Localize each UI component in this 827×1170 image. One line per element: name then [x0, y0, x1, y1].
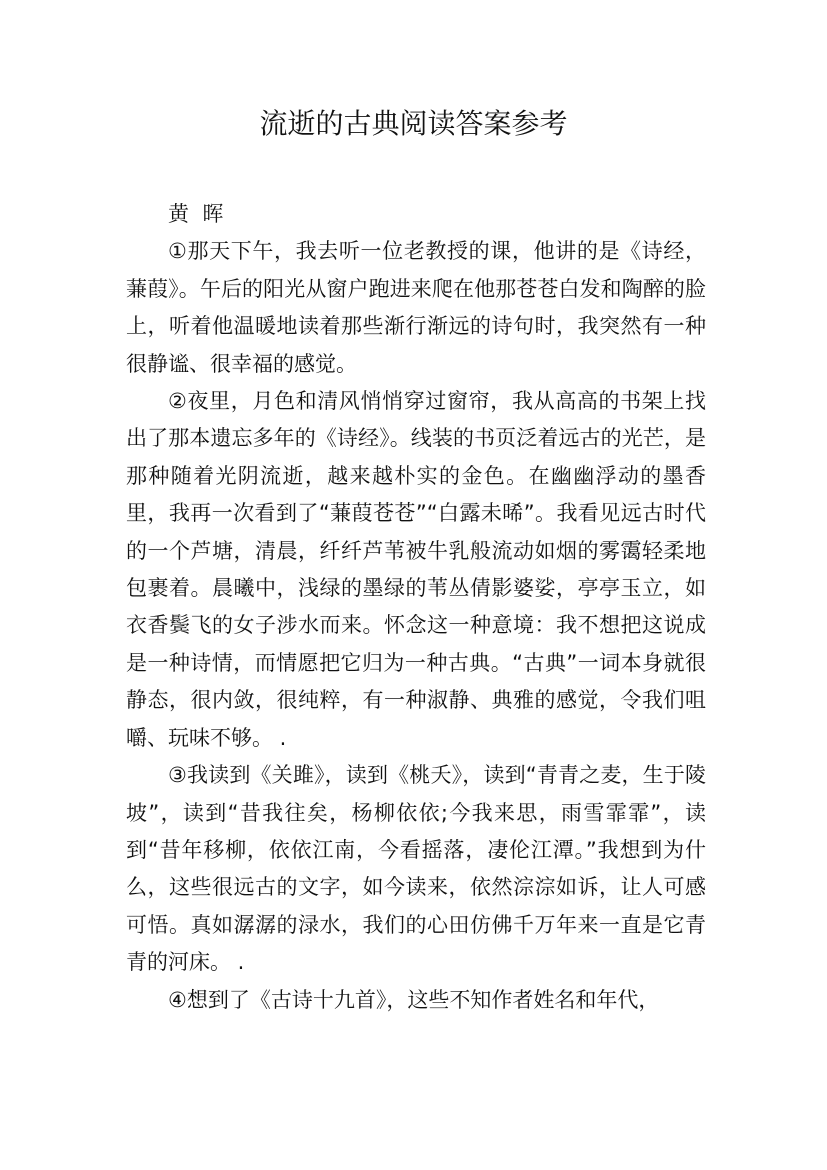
paragraph-1: ①那天下午，我去听一位老教授的课，他讲的是《诗经，蒹葭》。午后的阳光从窗户跑进来爬在他那苍苍白发和陶醉的脸上，听着他温暖地读着那些渐行渐远的诗句时，我突然有一种很静谧、很幸福的感觉。 [126, 239, 706, 376]
paragraph-3: ③我读到《关雎》，读到《桃夭》，读到“青青之麦，生于陵坡”，读到“昔我往矣，杨柳依依;今我来思，雨雪霏霏”，读到“昔年移柳，依依江南，今看摇落，凄伦江潭。”我想到为什么，这些很远古的文字，如今读来，依然淙淙如诉，让人可感可悟。真如潺潺的渌水，我们的心田仿佛千万年来一直是它青青的河床。 . [126, 763, 706, 975]
paragraph-2: ②夜里，月色和清风悄悄穿过窗帘，我从高高的书架上找出了那本遗忘多年的《诗经》。线装的书页泛着远古的光芒，是那种随着光阴流逝，越来越朴实的金色。在幽幽浮动的墨香里，我再一次看到了“蒹葭苍苍”“白露未晞”。我看见远古时代的一个芦塘，清晨，纤纤芦苇被牛乳般流动如烟的雾霭轻柔地包裹着。晨曦中，浅绿的墨绿的苇丛倩影婆娑，亭亭玉立，如衣香鬓飞的女子涉水而来。怀念这一种意境：我不想把这说成是一种诗情，而情愿把它归为一种古典。“古典”一词本身就很静态，很内敛，很纯粹，有一种淑静、典雅的感觉，令我们咀嚼、玩味不够。 . [126, 389, 706, 750]
document-title: 流逝的古典阅读答案参考 [259, 107, 568, 140]
document-body [126, 196, 706, 1019]
author-name: 黄 晖 [168, 202, 224, 226]
paragraph-4: ④想到了《古诗十九首》，这些不知作者姓名和年代， [168, 987, 660, 1012]
